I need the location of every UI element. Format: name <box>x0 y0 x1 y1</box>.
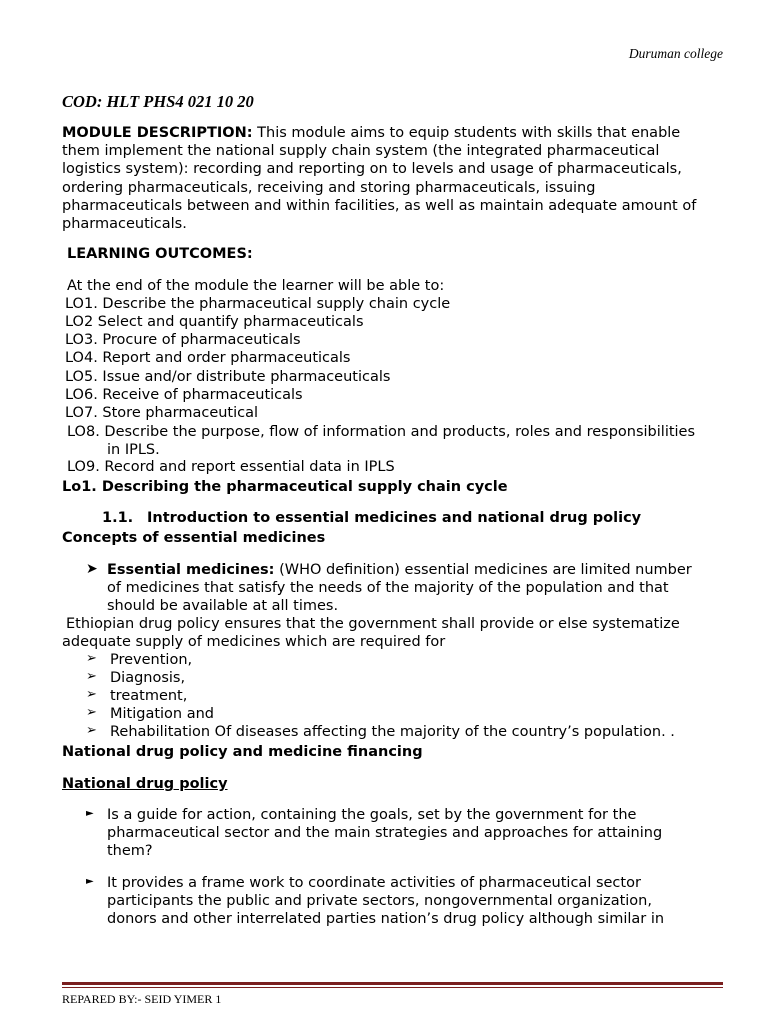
learning-outcome-item: LO2 Select and quantify pharmaceuticals <box>65 314 364 330</box>
essential-medicines-line-2: of medicines that satisfy the needs of the majority of the population and that <box>107 580 669 596</box>
ndp-financing-heading: National drug policy and medicine financing <box>62 744 423 760</box>
learning-outcome-item: LO5. Issue and/or distribute pharmaceuticals <box>65 369 391 385</box>
triangle-bullet-icon: ► <box>86 876 94 887</box>
module-description-line-3: logistics system): recording and reporting on to levels and usage of pharmaceuticals, <box>62 161 682 178</box>
learning-outcomes-heading: LEARNING OUTCOMES: <box>67 246 253 262</box>
hollow-arrow-bullet-icon: ➢ <box>86 651 97 666</box>
arrow-bullet-icon: ➤ <box>86 561 98 577</box>
learning-outcome-lo8 <box>67 423 695 459</box>
learning-outcome-item: LO3. Procure of pharmaceuticals <box>65 332 301 348</box>
learning-outcome-item: LO1. Describe the pharmaceutical supply chain cycle <box>65 296 451 312</box>
ethiopian-policy-line-2: adequate supply of medicines which are required for <box>62 634 446 650</box>
concepts-heading: Concepts of essential medicines <box>62 530 326 546</box>
learning-outcomes-intro: At the end of the module the learner will be able to: <box>67 278 445 294</box>
footer-rule-thick <box>62 982 723 985</box>
lo8-line-2: in IPLS. <box>107 442 160 458</box>
ethiopian-policy-line-1: Ethiopian drug policy ensures that the government shall provide or else systematize <box>66 616 680 632</box>
hollow-arrow-bullet-icon: ➢ <box>86 705 97 720</box>
course-code: COD: HLT PHS4 021 10 20 <box>62 92 254 111</box>
learning-outcome-item: LO6. Receive of pharmaceuticals <box>65 387 303 403</box>
use-item-prevention: Prevention, <box>110 652 193 668</box>
ndp-bullet-1-line-1: Is a guide for action, containing the goals, set by the government for the <box>107 807 637 823</box>
module-description <box>62 124 727 233</box>
hollow-arrow-bullet-icon: ➢ <box>86 687 97 702</box>
use-item-treatment: treatment, <box>110 688 188 704</box>
hollow-arrow-bullet-icon: ➢ <box>86 723 97 738</box>
learning-outcome-lo9: LO9. Record and report essential data in IPLS <box>67 459 395 475</box>
essential-medicines-label: Essential medicines: <box>107 562 275 578</box>
essential-medicines-text: (WHO definition) essential medicines are limited number <box>274 562 692 578</box>
subsection-number: 1.1. <box>102 510 134 526</box>
use-item-mitigation: Mitigation and <box>110 706 215 722</box>
footer-prepared-by: REPARED BY:- SEID YIMER 1 <box>62 992 222 1006</box>
module-description-line-1: This module aims to equip students with skills that enable <box>257 125 681 141</box>
module-description-line-5: pharmaceuticals between and within facilities, as well as maintain adequate amount of <box>62 197 697 214</box>
module-description-line-6: pharmaceuticals. <box>62 216 187 233</box>
module-description-line-2: them implement the national supply chain system (the integrated pharmaceutical <box>62 143 660 160</box>
module-description-line-4: ordering pharmaceuticals, receiving and storing pharmaceuticals, issuing <box>62 179 596 196</box>
essential-medicines-line-1 <box>107 561 692 579</box>
ndp-bullet-2-line-3: donors and other interrelated parties nation’s drug policy although similar in <box>107 911 665 927</box>
ndp-bullet-1-line-3: them? <box>107 843 153 859</box>
footer-rule-thin <box>62 987 723 988</box>
learning-outcome-item: LO7. Store pharmaceutical <box>65 405 259 421</box>
ndp-heading: National drug policy <box>62 776 228 792</box>
module-description-label: MODULE DESCRIPTION: <box>62 125 253 141</box>
ndp-bullet-2-line-2: participants the public and private sectors, nongovernmental organization, <box>107 893 652 909</box>
ndp-bullet-1-line-2: pharmaceutical sector and the main strategies and approaches for attaining <box>107 825 663 841</box>
use-item-rehabilitation: Rehabilitation Of diseases affecting the majority of the country’s population. . <box>110 724 675 740</box>
learning-outcome-item: LO4. Report and order pharmaceuticals <box>65 350 351 366</box>
triangle-bullet-icon: ► <box>86 808 94 819</box>
header-college-name: Duruman college <box>628 46 723 61</box>
hollow-arrow-bullet-icon: ➢ <box>86 669 97 684</box>
subsection-title: Introduction to essential medicines and national drug policy <box>147 510 642 526</box>
essential-medicines-line-3: should be available at all times. <box>107 598 339 614</box>
section-lo1-heading: Lo1. Describing the pharmaceutical supply chain cycle <box>62 479 508 495</box>
lo8-line-1: LO8. Describe the purpose, flow of information and products, roles and responsibilities <box>67 424 696 440</box>
use-item-diagnosis: Diagnosis, <box>110 670 186 686</box>
ndp-bullet-2-line-1: It provides a frame work to coordinate activities of pharmaceutical sector <box>107 875 641 891</box>
